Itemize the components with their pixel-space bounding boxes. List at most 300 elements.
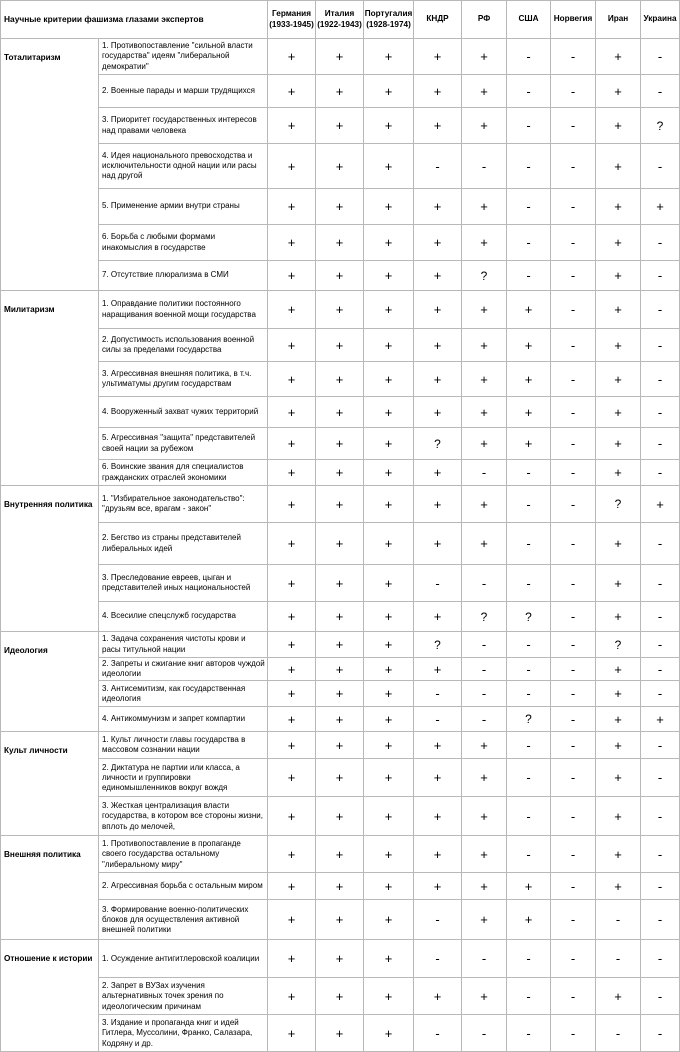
mark-cell: - (507, 39, 551, 75)
mark-cell: + (364, 428, 414, 460)
mark-cell: + (364, 460, 414, 486)
mark-cell: + (414, 658, 462, 681)
mark-cell: - (551, 900, 596, 940)
mark-cell: + (364, 329, 414, 362)
mark-cell: + (316, 978, 364, 1015)
country-name: Украина (643, 14, 677, 24)
mark-cell: + (268, 486, 316, 523)
criterion-text: 2. Диктатура не партии или класса, а личности и группировки единомышленников вокруг вождя (99, 759, 268, 797)
mark-cell: + (414, 759, 462, 797)
mark-cell: + (596, 681, 641, 707)
mark-cell: - (462, 565, 507, 602)
mark-cell: + (268, 291, 316, 329)
country-name: КНДР (426, 14, 449, 24)
mark-cell: - (596, 900, 641, 940)
mark-cell: + (364, 523, 414, 565)
table-row (1, 732, 680, 759)
mark-cell: + (414, 602, 462, 632)
criterion-text: 3. Агрессивная внешняя политика, в т.ч. ультиматумы другим государствам (99, 362, 268, 397)
mark-cell: + (364, 225, 414, 261)
mark-cell: + (596, 602, 641, 632)
mark-cell: + (462, 329, 507, 362)
mark-cell: + (596, 797, 641, 836)
mark-cell: + (316, 759, 364, 797)
mark-cell: - (507, 565, 551, 602)
criterion-text: 3. Приоритет государственных интересов над правами человека (99, 108, 268, 144)
mark-cell: - (551, 261, 596, 291)
mark-cell: + (462, 39, 507, 75)
mark-cell: + (414, 978, 462, 1015)
mark-cell: + (462, 397, 507, 428)
mark-cell: + (596, 836, 641, 873)
mark-cell: - (641, 39, 680, 75)
mark-cell: + (316, 486, 364, 523)
mark-cell: + (268, 523, 316, 565)
mark-cell: + (462, 108, 507, 144)
table-row (1, 428, 680, 460)
mark-cell: - (551, 39, 596, 75)
category-label: Тоталитаризм (1, 39, 99, 291)
mark-cell: - (551, 362, 596, 397)
country-name: Италия (324, 9, 355, 19)
mark-cell: + (596, 397, 641, 428)
mark-cell: + (316, 362, 364, 397)
table-title: Научные критерии фашизма глазами экспертов (1, 1, 268, 39)
mark-cell: + (268, 75, 316, 108)
mark-cell: - (551, 978, 596, 1015)
mark-cell: + (462, 759, 507, 797)
mark-cell: + (316, 940, 364, 978)
criterion-text: 2. Военные парады и марши трудящихся (99, 75, 268, 108)
mark-cell: + (364, 486, 414, 523)
table-row (1, 632, 680, 658)
table-row (1, 397, 680, 428)
mark-cell: + (316, 900, 364, 940)
mark-cell: + (364, 797, 414, 836)
criterion-text: 6. Борьба с любыми формами инакомыслия в государстве (99, 225, 268, 261)
mark-cell: - (507, 523, 551, 565)
mark-cell: + (268, 873, 316, 900)
mark-cell: + (268, 261, 316, 291)
mark-cell: + (596, 225, 641, 261)
mark-cell: + (462, 428, 507, 460)
mark-cell: + (316, 144, 364, 189)
mark-cell: + (596, 565, 641, 602)
mark-cell: + (268, 460, 316, 486)
mark-cell: - (551, 732, 596, 759)
mark-cell: + (414, 797, 462, 836)
mark-cell: - (551, 797, 596, 836)
mark-cell: - (507, 658, 551, 681)
mark-cell: + (596, 428, 641, 460)
mark-cell: - (641, 329, 680, 362)
mark-cell: - (551, 632, 596, 658)
table-row (1, 291, 680, 329)
mark-cell: - (551, 291, 596, 329)
mark-cell: + (596, 108, 641, 144)
mark-cell: - (596, 1015, 641, 1052)
mark-cell: + (462, 900, 507, 940)
mark-cell: + (641, 486, 680, 523)
mark-cell: + (364, 362, 414, 397)
mark-cell: + (364, 900, 414, 940)
mark-cell: + (596, 759, 641, 797)
mark-cell: - (641, 1015, 680, 1052)
table-row (1, 707, 680, 732)
mark-cell: + (596, 329, 641, 362)
mark-cell: - (462, 707, 507, 732)
mark-cell: - (414, 940, 462, 978)
criterion-text: 4. Всесилие спецслужб государства (99, 602, 268, 632)
mark-cell: - (551, 681, 596, 707)
mark-cell: + (596, 39, 641, 75)
mark-cell: + (268, 940, 316, 978)
mark-cell: + (462, 797, 507, 836)
mark-cell: - (641, 144, 680, 189)
table-row (1, 144, 680, 189)
mark-cell: ? (641, 108, 680, 144)
mark-cell: + (316, 291, 364, 329)
table-row (1, 873, 680, 900)
mark-cell: + (364, 836, 414, 873)
mark-cell: + (414, 486, 462, 523)
mark-cell: + (364, 75, 414, 108)
mark-cell: + (596, 189, 641, 225)
mark-cell: + (316, 460, 364, 486)
country-period: (1928-1974) (366, 19, 411, 29)
criterion-text: 3. Антисемитизм, как государственная идеология (99, 681, 268, 707)
mark-cell: - (641, 797, 680, 836)
mark-cell: + (364, 108, 414, 144)
mark-cell: + (364, 1015, 414, 1052)
mark-cell: + (596, 707, 641, 732)
table-row (1, 75, 680, 108)
mark-cell: ? (507, 707, 551, 732)
mark-cell: + (596, 732, 641, 759)
mark-cell: + (364, 39, 414, 75)
category-label: Внешняя политика (1, 836, 99, 940)
mark-cell: + (596, 658, 641, 681)
mark-cell: + (364, 144, 414, 189)
mark-cell: - (507, 460, 551, 486)
table-row (1, 940, 680, 978)
mark-cell: + (316, 873, 364, 900)
country-name: Норвегия (553, 14, 593, 24)
column-header-country (316, 1, 364, 39)
country-period: (1933-1945) (269, 19, 314, 29)
column-header-country (551, 1, 596, 39)
mark-cell: - (551, 189, 596, 225)
mark-cell: + (462, 978, 507, 1015)
mark-cell: - (641, 225, 680, 261)
mark-cell: + (364, 602, 414, 632)
mark-cell: + (268, 144, 316, 189)
mark-cell: + (268, 658, 316, 681)
criterion-text: 1. Оправдание политики постоянного наращивания военной мощи государства (99, 291, 268, 329)
table-row (1, 602, 680, 632)
mark-cell: + (414, 836, 462, 873)
table-row (1, 108, 680, 144)
mark-cell: - (507, 486, 551, 523)
mark-cell: + (316, 565, 364, 602)
table-body (1, 39, 680, 1052)
mark-cell: + (414, 460, 462, 486)
criterion-text: 7. Отсутствие плюрализма в СМИ (99, 261, 268, 291)
mark-cell: + (462, 836, 507, 873)
mark-cell: + (364, 189, 414, 225)
mark-cell: + (364, 291, 414, 329)
mark-cell: + (268, 225, 316, 261)
mark-cell: + (268, 108, 316, 144)
mark-cell: - (507, 681, 551, 707)
criterion-text: 1. Задача сохранения чистоты крови и расы титульной нации (99, 632, 268, 658)
mark-cell: + (596, 291, 641, 329)
mark-cell: + (268, 681, 316, 707)
column-header-country (641, 1, 680, 39)
mark-cell: + (268, 732, 316, 759)
criterion-text: 1. Культ личности главы государства в массовом сознании нации (99, 732, 268, 759)
mark-cell: - (641, 565, 680, 602)
mark-cell: + (268, 707, 316, 732)
mark-cell: + (316, 707, 364, 732)
criterion-text: 3. Формирование военно-политических блоков для осуществления активной внешней политики (99, 900, 268, 940)
mark-cell: + (316, 797, 364, 836)
mark-cell: + (414, 397, 462, 428)
mark-cell: + (316, 397, 364, 428)
mark-cell: + (316, 189, 364, 225)
mark-cell: - (507, 797, 551, 836)
criterion-text: 3. Издание и пропаганда книг и идей Гитлера, Муссолини, Франко, Салазара, Кодряну и др. (99, 1015, 268, 1052)
mark-cell: + (507, 428, 551, 460)
mark-cell: + (268, 39, 316, 75)
mark-cell: ? (414, 632, 462, 658)
country-name: Португалия (364, 9, 413, 19)
mark-cell: + (364, 732, 414, 759)
criterion-text: 1. Противопоставление "сильной власти государства" идеям "либеральной демократии" (99, 39, 268, 75)
mark-cell: - (462, 460, 507, 486)
mark-cell: + (268, 189, 316, 225)
mark-cell: - (641, 261, 680, 291)
mark-cell: + (268, 602, 316, 632)
mark-cell: + (268, 632, 316, 658)
mark-cell: - (551, 75, 596, 108)
mark-cell: + (316, 681, 364, 707)
category-label: Культ личности (1, 732, 99, 836)
table-row (1, 900, 680, 940)
mark-cell: + (364, 759, 414, 797)
mark-cell: + (596, 75, 641, 108)
criterion-text: 6. Воинские звания для специалистов гражданских отраслей экономики (99, 460, 268, 486)
mark-cell: + (316, 108, 364, 144)
mark-cell: - (462, 681, 507, 707)
mark-cell: + (462, 486, 507, 523)
mark-cell: - (551, 873, 596, 900)
mark-cell: ? (462, 261, 507, 291)
mark-cell: - (462, 658, 507, 681)
mark-cell: - (507, 108, 551, 144)
table-row (1, 1015, 680, 1052)
column-header-country (414, 1, 462, 39)
mark-cell: - (551, 428, 596, 460)
mark-cell: + (596, 362, 641, 397)
mark-cell: - (507, 940, 551, 978)
mark-cell: - (551, 108, 596, 144)
mark-cell: - (551, 523, 596, 565)
criterion-text: 4. Идея национального превосходства и исключительности одной нации или расы над другой (99, 144, 268, 189)
mark-cell: - (551, 658, 596, 681)
mark-cell: + (414, 362, 462, 397)
mark-cell: + (507, 900, 551, 940)
mark-cell: + (364, 978, 414, 1015)
mark-cell: - (641, 397, 680, 428)
criterion-text: 1. Противопоставление в пропаганде своего государства остальному "либеральному миру" (99, 836, 268, 873)
mark-cell: - (641, 523, 680, 565)
table-row (1, 39, 680, 75)
mark-cell: - (641, 428, 680, 460)
mark-cell: - (551, 486, 596, 523)
mark-cell: + (316, 428, 364, 460)
mark-cell: - (641, 632, 680, 658)
mark-cell: - (641, 362, 680, 397)
mark-cell: + (507, 873, 551, 900)
mark-cell: - (551, 836, 596, 873)
criterion-text: 5. Применение армии внутри страны (99, 189, 268, 225)
category-label: Внутренняя политика (1, 486, 99, 632)
mark-cell: - (507, 225, 551, 261)
country-name: Иран (607, 14, 629, 24)
mark-cell: - (507, 1015, 551, 1052)
country-name: РФ (477, 14, 491, 24)
mark-cell: + (596, 261, 641, 291)
mark-cell: + (641, 707, 680, 732)
mark-cell: - (507, 836, 551, 873)
mark-cell: + (268, 1015, 316, 1052)
column-header-country (364, 1, 414, 39)
table-row (1, 797, 680, 836)
mark-cell: - (414, 1015, 462, 1052)
table-row (1, 225, 680, 261)
mark-cell: - (507, 261, 551, 291)
mark-cell: + (268, 329, 316, 362)
mark-cell: + (462, 523, 507, 565)
criterion-text: 1. Осуждение антигитлеровской коалиции (99, 940, 268, 978)
mark-cell: - (551, 144, 596, 189)
mark-cell: + (414, 523, 462, 565)
mark-cell: + (316, 602, 364, 632)
mark-cell: - (641, 291, 680, 329)
country-name: США (518, 14, 539, 24)
criterion-text: 2. Агрессивная борьба с остальным миром (99, 873, 268, 900)
mark-cell: - (414, 681, 462, 707)
mark-cell: + (364, 565, 414, 602)
mark-cell: - (641, 978, 680, 1015)
mark-cell: - (551, 397, 596, 428)
mark-cell: + (316, 523, 364, 565)
mark-cell: - (641, 732, 680, 759)
mark-cell: + (507, 291, 551, 329)
category-label: Идеология (1, 632, 99, 732)
criterion-text: 4. Антикоммунизм и запрет компартии (99, 707, 268, 732)
mark-cell: - (641, 602, 680, 632)
mark-cell: - (414, 144, 462, 189)
mark-cell: + (364, 397, 414, 428)
mark-cell: + (316, 732, 364, 759)
category-label: Отношение к истории (1, 940, 99, 1052)
mark-cell: ? (462, 602, 507, 632)
mark-cell: + (414, 732, 462, 759)
table-row (1, 523, 680, 565)
criterion-text: 2. Запрет в ВУЗах изучения альтернативных точек зрения по идеологическим причинам (99, 978, 268, 1015)
mark-cell: + (596, 460, 641, 486)
mark-cell: - (641, 658, 680, 681)
table-row (1, 362, 680, 397)
mark-cell: + (364, 940, 414, 978)
mark-cell: - (507, 632, 551, 658)
country-name: Германия (272, 9, 311, 19)
column-header-country (462, 1, 507, 39)
mark-cell: + (414, 75, 462, 108)
column-header-country (507, 1, 551, 39)
mark-cell: + (596, 523, 641, 565)
mark-cell: + (462, 732, 507, 759)
mark-cell: - (507, 978, 551, 1015)
mark-cell: + (316, 39, 364, 75)
table-row (1, 658, 680, 681)
table-row (1, 261, 680, 291)
mark-cell: + (316, 225, 364, 261)
mark-cell: ? (596, 632, 641, 658)
mark-cell: ? (596, 486, 641, 523)
mark-cell: - (641, 836, 680, 873)
mark-cell: + (414, 189, 462, 225)
mark-cell: + (596, 978, 641, 1015)
mark-cell: + (268, 836, 316, 873)
mark-cell: + (364, 681, 414, 707)
mark-cell: + (316, 658, 364, 681)
table-row (1, 565, 680, 602)
mark-cell: - (462, 632, 507, 658)
mark-cell: + (414, 225, 462, 261)
mark-cell: - (641, 900, 680, 940)
mark-cell: - (641, 940, 680, 978)
mark-cell: - (596, 940, 641, 978)
table-row (1, 486, 680, 523)
mark-cell: + (596, 873, 641, 900)
column-header-country (596, 1, 641, 39)
mark-cell: - (462, 1015, 507, 1052)
mark-cell: - (641, 681, 680, 707)
mark-cell: - (551, 759, 596, 797)
mark-cell: - (551, 707, 596, 732)
mark-cell: + (414, 108, 462, 144)
table-row (1, 978, 680, 1015)
mark-cell: + (414, 261, 462, 291)
mark-cell: + (268, 397, 316, 428)
mark-cell: + (316, 261, 364, 291)
mark-cell: + (316, 1015, 364, 1052)
mark-cell: + (462, 291, 507, 329)
mark-cell: + (462, 225, 507, 261)
mark-cell: - (462, 940, 507, 978)
mark-cell: - (414, 900, 462, 940)
mark-cell: - (551, 460, 596, 486)
table-row (1, 460, 680, 486)
mark-cell: - (507, 75, 551, 108)
mark-cell: - (551, 565, 596, 602)
mark-cell: + (364, 658, 414, 681)
category-label: Милитаризм (1, 291, 99, 486)
mark-cell: + (268, 428, 316, 460)
